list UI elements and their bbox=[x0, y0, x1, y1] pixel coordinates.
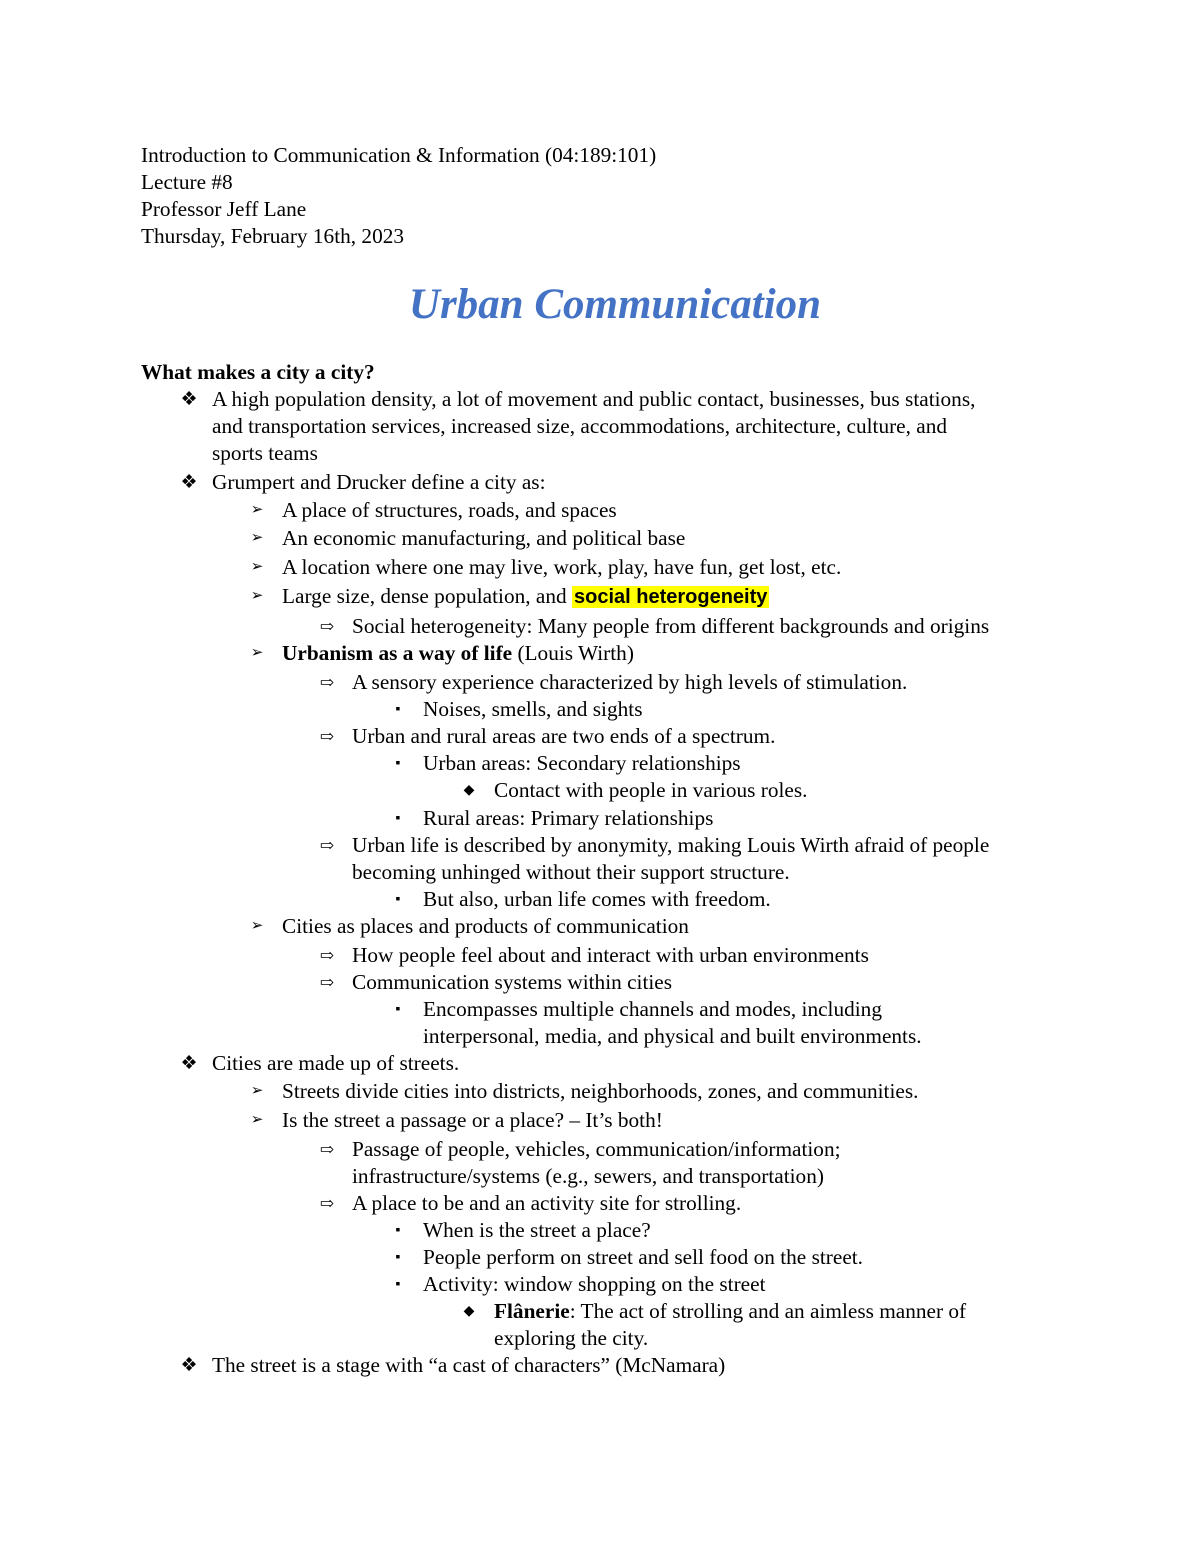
list-item: ➢ Streets divide cities into districts, neighborhoods, zones, and communities. bbox=[141, 1078, 1081, 1105]
list-item: ◆ Contact with people in various roles. bbox=[141, 777, 1081, 804]
arrowhead-bullet-icon: ➢ bbox=[250, 559, 264, 575]
diamond-bullet-icon: ❖ bbox=[180, 1355, 198, 1376]
square-bullet-icon: ▪ bbox=[395, 1223, 401, 1238]
list-item: ➢ A place of structures, roads, and spaces bbox=[141, 497, 1081, 524]
arrowhead-bullet-icon: ➢ bbox=[250, 645, 264, 661]
list-item: ⇨ Communication systems within cities bbox=[141, 969, 1081, 996]
document-header bbox=[141, 142, 656, 250]
arrow-bullet-icon: ⇨ bbox=[319, 836, 335, 855]
arrow-bullet-icon: ⇨ bbox=[319, 946, 335, 965]
list-item: ⇨ Social heterogeneity: Many people from different backgrounds and origins bbox=[141, 613, 1081, 640]
diamond-small-bullet-icon: ◆ bbox=[463, 783, 475, 798]
arrowhead-bullet-icon: ➢ bbox=[250, 1112, 264, 1128]
list-item: ◆ Flânerie: The act of strolling and an aimless manner of bbox=[141, 1298, 1081, 1325]
arrow-bullet-icon: ⇨ bbox=[319, 673, 335, 692]
list-item: ▪ Noises, smells, and sights bbox=[141, 696, 1081, 723]
square-bullet-icon: ▪ bbox=[395, 1002, 401, 1017]
list-item: ➢ Large size, dense population, and social heterogeneity bbox=[141, 583, 1081, 611]
arrowhead-bullet-icon: ➢ bbox=[250, 1083, 264, 1099]
course-line: Introduction to Communication & Information (04:189:101) bbox=[141, 143, 657, 167]
square-bullet-icon: ▪ bbox=[395, 1250, 401, 1265]
list-item: ➢ An economic manufacturing, and political base bbox=[141, 525, 1081, 552]
diamond-bullet-icon: ❖ bbox=[180, 472, 198, 493]
list-item: ⇨ Urban and rural areas are two ends of a spectrum. bbox=[141, 723, 1081, 750]
diamond-bullet-icon: ❖ bbox=[180, 389, 198, 410]
list-item: ▪ Activity: window shopping on the street bbox=[141, 1271, 1081, 1298]
list-item: ⇨ Passage of people, vehicles, communication/information; bbox=[141, 1136, 1081, 1163]
list-item: ❖ A high population density, a lot of movement and public contact, businesses, bus stations, bbox=[141, 386, 1081, 413]
list-item-continuation: and transportation services, increased size, accommodations, architecture, culture, and bbox=[212, 414, 948, 438]
arrowhead-bullet-icon: ➢ bbox=[250, 530, 264, 546]
list-item-continuation: infrastructure/systems (e.g., sewers, and transportation) bbox=[352, 1164, 824, 1188]
list-item: ❖ The street is a stage with “a cast of characters” (McNamara) bbox=[141, 1352, 1081, 1379]
document-title: Urban Communication bbox=[408, 281, 822, 328]
arrow-bullet-icon: ⇨ bbox=[319, 727, 335, 746]
list-item: ▪ Rural areas: Primary relationships bbox=[141, 805, 1081, 832]
square-bullet-icon: ▪ bbox=[395, 892, 401, 907]
list-item: ❖ Grumpert and Drucker define a city as: bbox=[141, 469, 1081, 496]
diamond-small-bullet-icon: ◆ bbox=[463, 1304, 475, 1319]
arrow-bullet-icon: ⇨ bbox=[319, 1140, 335, 1159]
professor-line: Professor Jeff Lane bbox=[141, 197, 307, 221]
diamond-bullet-icon: ❖ bbox=[180, 1053, 198, 1074]
list-item: ▪ When is the street a place? bbox=[141, 1217, 1081, 1244]
list-item: ⇨ A sensory experience characterized by high levels of stimulation. bbox=[141, 669, 1081, 696]
date-line: Thursday, February 16th, 2023 bbox=[141, 224, 405, 248]
list-item: ▪ Encompasses multiple channels and modes, including bbox=[141, 996, 1081, 1023]
arrowhead-bullet-icon: ➢ bbox=[250, 588, 264, 604]
list-item: ▪ Urban areas: Secondary relationships bbox=[141, 750, 1081, 777]
square-bullet-icon: ▪ bbox=[395, 756, 401, 771]
list-item: ➢ Urbanism as a way of life (Louis Wirth) bbox=[141, 640, 1081, 667]
list-item: ▪ People perform on street and sell food on the street. bbox=[141, 1244, 1081, 1271]
list-item-continuation: becoming unhinged without their support structure. bbox=[352, 860, 790, 884]
list-item: ❖ Cities are made up of streets. bbox=[141, 1050, 1081, 1077]
highlighted-term: social heterogeneity bbox=[573, 586, 768, 608]
arrow-bullet-icon: ⇨ bbox=[319, 617, 335, 636]
list-item-continuation: interpersonal, media, and physical and built environments. bbox=[423, 1024, 922, 1048]
square-bullet-icon: ▪ bbox=[395, 1277, 401, 1292]
square-bullet-icon: ▪ bbox=[395, 702, 401, 717]
arrow-bullet-icon: ⇨ bbox=[319, 973, 335, 992]
notes-outline bbox=[141, 386, 1081, 1379]
arrowhead-bullet-icon: ➢ bbox=[250, 918, 264, 934]
arrowhead-bullet-icon: ➢ bbox=[250, 502, 264, 518]
list-item: ▪ But also, urban life comes with freedom. bbox=[141, 886, 1081, 913]
section-heading: What makes a city a city? bbox=[141, 360, 375, 384]
list-item: ➢ A location where one may live, work, play, have fun, get lost, etc. bbox=[141, 554, 1081, 581]
list-item: ⇨ A place to be and an activity site for strolling. bbox=[141, 1190, 1081, 1217]
arrow-bullet-icon: ⇨ bbox=[319, 1194, 335, 1213]
list-item-continuation: exploring the city. bbox=[494, 1326, 649, 1350]
list-item: ➢ Is the street a passage or a place? – It’s both! bbox=[141, 1107, 1081, 1134]
list-item: ⇨ How people feel about and interact with urban environments bbox=[141, 942, 1081, 969]
list-item: ➢ Cities as places and products of communication bbox=[141, 913, 1081, 940]
list-item: ⇨ Urban life is described by anonymity, making Louis Wirth afraid of people bbox=[141, 832, 1081, 859]
list-item-continuation: sports teams bbox=[212, 441, 318, 465]
lecture-line: Lecture #8 bbox=[141, 170, 233, 194]
square-bullet-icon: ▪ bbox=[395, 811, 401, 826]
